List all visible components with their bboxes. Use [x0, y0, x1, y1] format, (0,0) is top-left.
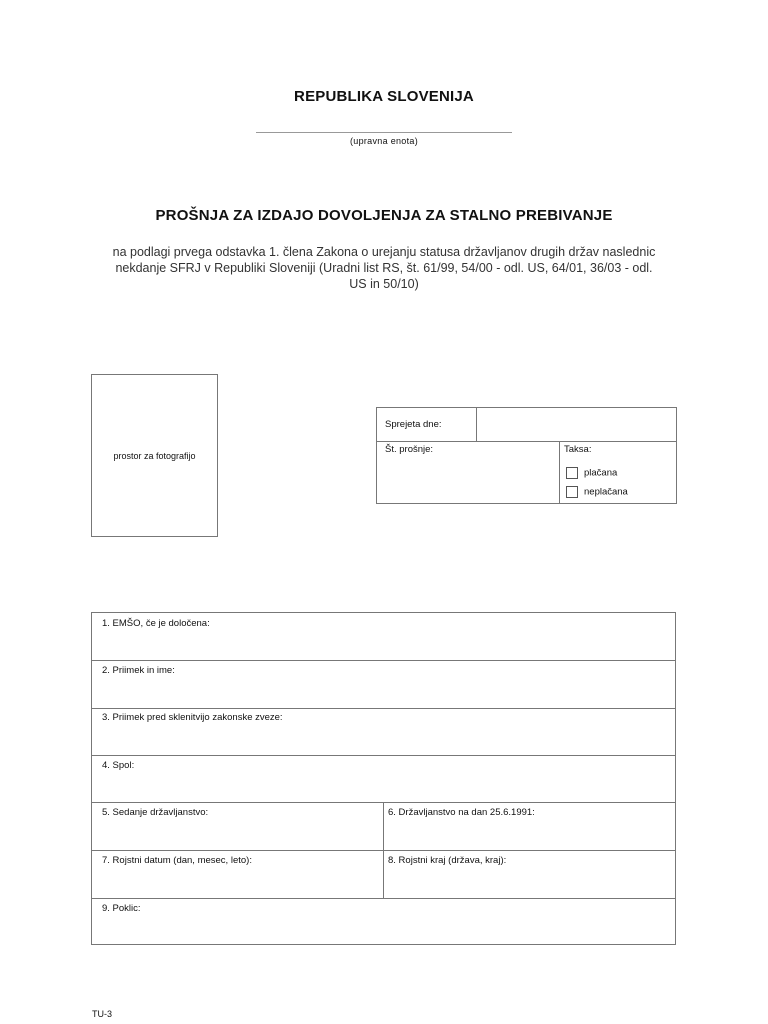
name-field[interactable]: 2. Priimek in ime: [102, 665, 175, 676]
emso-field[interactable]: 1. EMŠO, če je določena: [102, 618, 210, 629]
current-citizenship-field[interactable]: 5. Sedanje državljanstvo: [102, 807, 209, 818]
fee-option-unpaid[interactable] [566, 486, 628, 498]
birth-place-field[interactable]: 8. Rojstni kraj (država, kraj): [388, 855, 507, 866]
fee-paid-label: plačana [584, 467, 618, 479]
form-title: PROŠNJA ZA IZDAJO DOVOLJENJA ZA STALNO PREBIVANJE [155, 207, 613, 224]
table-row-divider [92, 898, 675, 899]
fee-unpaid-checkbox[interactable] [566, 486, 578, 498]
birth-date-field[interactable]: 7. Rojstni datum (dan, mesec, leto): [102, 855, 252, 866]
admin-unit-line[interactable] [256, 132, 512, 133]
photo-placeholder-label: prostor za fotografijo [113, 450, 196, 461]
admin-unit-caption: (upravna enota) [349, 136, 419, 146]
table-col-divider [383, 802, 384, 898]
office-col-divider-bottom [559, 441, 560, 504]
fee-label: Taksa: [564, 444, 592, 455]
application-number-label: Št. prošnje: [385, 444, 434, 455]
fee-paid-checkbox[interactable] [566, 467, 578, 479]
form-code: TU-3 [92, 1009, 112, 1019]
maiden-name-field[interactable]: 3. Priimek pred sklenitvijo zakonske zveze: [102, 712, 283, 723]
table-row-divider [92, 708, 675, 709]
received-date-field[interactable] [477, 408, 676, 441]
republic-title: REPUBLIKA SLOVENIJA [294, 88, 474, 105]
photo-placeholder [91, 374, 218, 537]
citizenship-1991-field[interactable]: 6. Državljanstvo na dan 25.6.1991: [388, 807, 535, 818]
office-row-divider [377, 441, 676, 442]
office-use-box [376, 407, 677, 504]
fee-unpaid-label: neplačana [584, 486, 628, 498]
personal-data-table [91, 612, 676, 945]
table-row-divider [92, 755, 675, 756]
table-row-divider [92, 660, 675, 661]
legal-basis-text: na podlagi prvega odstavka 1. člena Zakona o urejanju statusa državljanov drugih držav naslednic nekdanje SFRJ v Republiki Sloveniji (Uradni list RS, št. 61/99, 54/00 - odl. US, 64/01, 36/03 - odl. US in 50/10) [112, 245, 656, 291]
fee-option-paid[interactable] [566, 467, 617, 479]
occupation-field[interactable]: 9. Poklic: [102, 903, 141, 914]
received-date-label: Sprejeta dne: [385, 419, 442, 430]
application-number-field[interactable] [377, 458, 559, 503]
sex-field[interactable]: 4. Spol: [102, 760, 135, 771]
